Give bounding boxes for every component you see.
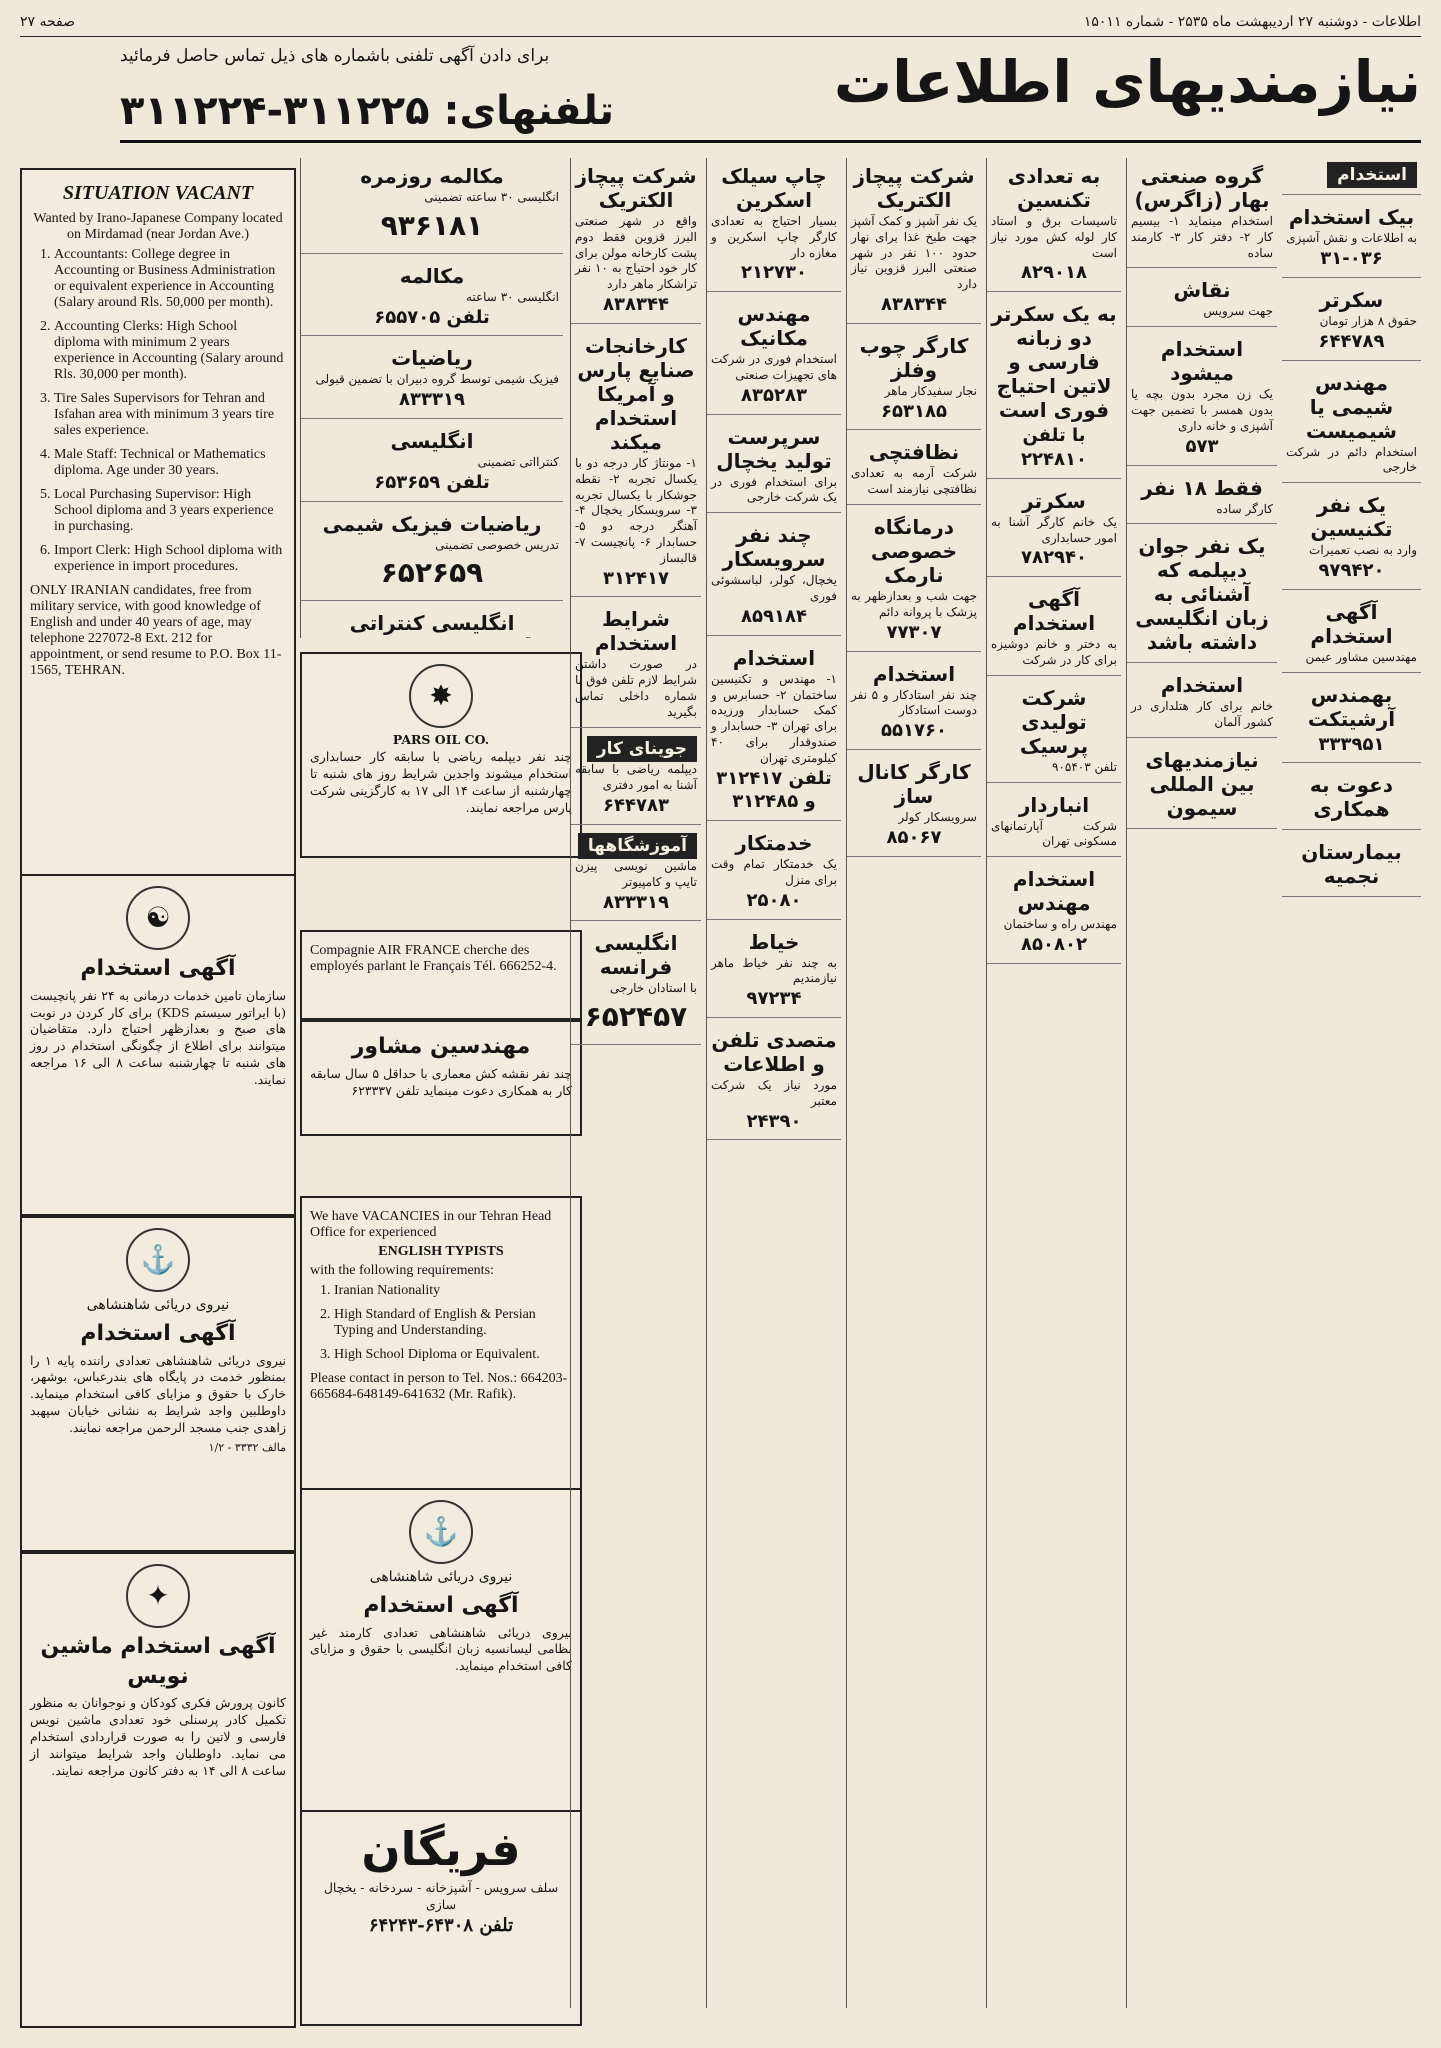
airfrance-text: Compagnie AIR FRANCE cherche des employés parlant le Français Tél. 666252-4. — [310, 943, 557, 974]
list-item: 4. Male Staff: Technical or Mathematics diploma. Age under 30 years. — [54, 447, 286, 479]
classified-ad — [1127, 667, 1277, 738]
classified-ad — [707, 825, 841, 919]
classified-ad — [1282, 487, 1421, 590]
ad-text: جهت سرویس — [1203, 304, 1273, 319]
situation-vacant-intro: Wanted by Irano-Japanese Company located on Mirdamad (near Jordan Ave.) — [33, 211, 283, 242]
ad-head: آگهی استخدام — [1012, 587, 1096, 636]
ad-text: وارد به نصب تعمیرات — [1309, 543, 1417, 558]
ad-head: استخدام — [732, 645, 816, 670]
ad-phone: ۷۸۲۹۴۰ — [1021, 547, 1087, 569]
frigan-logo: فریگان — [361, 1822, 521, 1876]
ad-head: انباردار — [1018, 792, 1090, 817]
navy2-title: آگهی استخدام — [363, 1592, 519, 1618]
ad-phone: ۶۴۴۷۸۹ — [1318, 330, 1385, 352]
classified-ad — [571, 328, 701, 598]
frigan-sub: سلف سرویس - آشپزخانه - سردخانه - یخچال سازی — [323, 1880, 559, 1912]
ad-head: آموزشگاهها — [578, 833, 697, 859]
section-tag: استخدام — [1327, 162, 1417, 188]
ad-head: خدمتکار — [735, 831, 813, 856]
ad-phone: ۶۴۴۷۸۳ — [603, 794, 669, 816]
classified-ad — [987, 581, 1121, 676]
parsoil-name: PARS OIL CO. — [392, 732, 490, 747]
consult-title: مهندسین مشاور — [351, 1034, 531, 1059]
ad-phone: ۶۵۲۶۵۹ — [380, 556, 484, 590]
navy2-box — [300, 1488, 582, 1814]
ad-head: به تعدادی تکنسین — [1007, 164, 1101, 212]
masthead-sub: برای دادن آگهی تلفنی باشماره های ذیل تماس حاصل فرمائید — [120, 46, 550, 66]
classified-ad — [987, 296, 1121, 479]
classified-ad — [1127, 272, 1277, 327]
ad-head: استخدام مهندس — [1012, 867, 1096, 916]
ad-text: به دختر و خانم دوشیزه برای کار در شرکت — [991, 637, 1117, 667]
ad-phone: ۲۵۰۸۰ — [746, 889, 802, 911]
typist-body: کانون پرورش فکری کودکان و نوجوانان به منظور تکمیل کادر پرسنلی خود تعدادی ماشین نویس فارسی و لاتین را به صورت قراردادی استخدام می نماید. داوطلبان واجد شرایط میتوانند از ساعت ۸ الی ۱۴ به دفتر کانون مراجعه نمایند. — [30, 1695, 286, 1778]
list-item: 1. Accountants: College degree in Accounting or Business Administration or equivalent experience in Accounting (Salary around Rls. 50,000 per month). — [54, 247, 286, 311]
vacancies-req: with the following requirements: — [310, 1263, 494, 1278]
ad-typist-box — [20, 1552, 296, 2028]
ad-text — [305, 637, 559, 638]
ad-text: یک نفر آشپز و کمک آشپز جهت طبخ غذا برای نهار حدود ۱۰۰ نفر در شهر صنعتی البرز قزوین نیاز دارد — [851, 214, 977, 292]
classified-ad — [301, 506, 563, 602]
ad-head: بهمندس آرشیتکت — [1307, 682, 1396, 731]
ad-head: جوینای کار — [587, 736, 697, 762]
ad-head: ریاضیات فیزیک شیمی — [322, 511, 542, 536]
classified-ad — [1127, 742, 1277, 829]
navy-anchor-icon: ⚓ — [126, 1228, 190, 1292]
ad-head: چاپ سیلک اسکرین — [721, 164, 827, 212]
list-item: 2. Accounting Clerks: High School diploma with minimum 2 years experience in Accounting (Salary around Rls. 30,000 per month). — [54, 319, 286, 383]
ad-text: مهندسین مشاور عیمن — [1305, 649, 1417, 664]
classified-ad — [1127, 470, 1277, 525]
ad-phone: ۲۴۳۹۰ — [746, 1110, 802, 1132]
ad-text: دیپلمه ریاضی با سابقه آشنا به امور دفتری — [575, 762, 697, 793]
vacancies-box — [300, 1196, 582, 1508]
classified-column — [706, 158, 841, 2008]
classified-ad — [707, 158, 841, 292]
classified-ad — [847, 158, 981, 324]
classified-ad — [707, 924, 841, 1018]
ad-phone: ۶۵۲۴۵۷ — [584, 1000, 688, 1034]
classified-ad — [847, 754, 981, 857]
ad-text: بسیار احتیاج به تعدادی کارگر چاپ اسکرین و مغازه دار — [711, 214, 837, 260]
list-item: 1. Iranian Nationality — [334, 1283, 572, 1299]
ad-phone: ۲۱۲۷۳۰ — [741, 262, 807, 284]
ad-text: تاسیسات برق و استاد کار لوله کش مورد نیاز است — [991, 214, 1117, 260]
classified-ad — [707, 296, 841, 414]
classified-ad — [301, 258, 563, 337]
ad-text: نجار سفیدکار ماهر — [884, 383, 977, 398]
classified-ad — [707, 1022, 841, 1140]
ad-phone: ۸۳۳۳۱۹ — [399, 389, 465, 411]
navy2-org: نیروی دریائی شاهنشاهی — [369, 1569, 513, 1585]
ad-text: به چند نفر خیاط ماهر نیازمندیم — [711, 955, 837, 986]
ad-head: کارخانجات صنایع پارس و آمریکا استخدام میکند — [577, 333, 695, 454]
ad-head: شرایط استخدام — [594, 607, 678, 656]
ad-head: گروه صنعتی بهار (زاگرس) — [1134, 164, 1270, 212]
ad-phone: ۸۵۹۱۸۴ — [741, 605, 807, 627]
ad-kds-title: آگهی استخدام — [80, 956, 236, 981]
ad-head: آگهی استخدام — [1310, 599, 1393, 648]
classified-ad — [1282, 834, 1421, 897]
ad-text: با استادان خارجی — [609, 981, 697, 996]
folio-left: صفحه ۲۷ — [20, 14, 76, 30]
list-item: 6. Import Clerk: High School diploma with experience in import procedures. — [54, 543, 286, 575]
ad-head: مهندس مکانیک — [737, 302, 811, 351]
situation-vacant-box — [20, 168, 296, 878]
classified-column — [300, 158, 563, 638]
classified-ad — [707, 640, 841, 821]
ad-head: انگلیسی فرانسه — [594, 931, 678, 980]
vacancies-contact: Please contact in person to Tel. Nos.: 664203-665684-648149-641632 (Mr. Rafik). — [310, 1371, 568, 1402]
ad-head: شرکت پیچاز الکتریک — [575, 164, 697, 212]
ad-head: سکرتر — [1022, 488, 1086, 513]
ad-text: سرویسکار کولر — [898, 809, 977, 824]
airfrance-box — [300, 930, 582, 1020]
ad-head: نظافتچی — [868, 440, 960, 465]
ad-text: ماشین نویسی پیزن تایپ و کامپیوتر — [575, 859, 697, 889]
ad-head: چند نفر سرویسکار — [722, 523, 826, 572]
classified-ad — [571, 925, 701, 1045]
frigan-box — [300, 1810, 582, 2026]
ad-text: جهت شب و بعدازظهر به پزشک با پروانه دائم — [851, 589, 977, 619]
ad-head: استخدام — [1160, 673, 1244, 698]
ad-text: استخدام فوری در شرکت های تجهیزات صنعتی — [711, 352, 837, 383]
ad-head: انگلیسی کنتراتی — [349, 611, 515, 636]
ad-head: بیمارستان نجمیه — [1301, 840, 1402, 889]
ad-head: مکالمه روزمره — [360, 164, 504, 188]
ad-head: خیاط — [748, 929, 800, 954]
ad-head: یک نفر تکنیسین — [1310, 493, 1393, 542]
kanoon-logo-icon: ✦ — [126, 1564, 190, 1628]
ad-head: ریاضیات — [391, 346, 473, 371]
ad-phone: ۷۷۳۰۷ — [886, 621, 942, 643]
consult-body: چند نفر نقشه کش معماری با حداقل ۵ سال سابقه کار به همکاری دعوت مینماید تلفن ۶۲۳۳۳۷ — [310, 1065, 572, 1098]
classified-ad — [1282, 365, 1421, 484]
ad-text: استخدام دائم در شرکت خارجی — [1286, 444, 1417, 475]
organization-emblem-icon: ☯ — [126, 886, 190, 950]
classified-ad — [1282, 594, 1421, 673]
classified-ad — [1282, 158, 1421, 195]
classified-ad — [1282, 199, 1421, 278]
ad-text: به اطلاعات و نقش آشپزی — [1286, 231, 1417, 246]
ad-text: تدریس خصوصی تضمینی — [435, 537, 559, 552]
classified-column — [1282, 158, 1421, 2008]
masthead-rule — [120, 140, 1421, 143]
vacancies-sub: ENGLISH TYPISTS — [378, 1244, 504, 1259]
ad-phone: ۹۳۶۱۸۱ — [380, 208, 484, 242]
ad-head: نیازمندیهای بین المللی سیمون — [1145, 748, 1259, 821]
classified-ad — [571, 829, 701, 922]
ad-text: مهندس راه و ساختمان — [1003, 917, 1117, 932]
navy-anchor-icon: ⚓ — [409, 1500, 473, 1564]
ad-text: شرکت آرمه به تعدادی نظافتچی نیازمند است — [851, 466, 977, 497]
ad-head: سرپرست تولید یخچال — [716, 424, 832, 473]
ad-phone: ۸۳۸۳۴۴ — [881, 294, 947, 316]
vacancies-list — [334, 1283, 572, 1363]
classified-ad — [987, 861, 1121, 964]
ad-phone: ۳۳۳۹۵۱ — [1318, 733, 1385, 755]
classified-column — [986, 158, 1121, 2008]
ad-phone: ۳۱۲۴۱۷ — [603, 567, 669, 589]
ad-phone: ۸۳۸۳۴۴ — [603, 294, 669, 316]
ad-text: کارگر ساده — [1216, 501, 1273, 516]
ad-phone: ۳۱-۰۳۶ — [1320, 248, 1383, 270]
ad-text: فیزیک شیمی توسط گروه دبیران با تضمین قبولی — [315, 372, 559, 387]
classified-ad — [847, 434, 981, 505]
classified-ad — [987, 483, 1121, 577]
classified-ad — [847, 509, 981, 651]
ad-head: مکالمه — [399, 263, 465, 288]
navy-title: آگهی استخدام — [80, 1320, 236, 1346]
ad-phone: با تلفن ۲۲۴۸۱۰ — [1021, 425, 1087, 470]
ad-text: یک خدمتکار تمام وقت برای منزل — [711, 857, 837, 887]
classified-ad — [1127, 331, 1277, 465]
ad-head: فقط ۱۸ نفر — [1141, 475, 1263, 500]
ad-text: حقوق ۸ هزار تومان — [1319, 314, 1417, 329]
parsoil-body: چند نفر دیپلمه ریاضی با سابقه کار حسابداری استخدام میشوند واجدین شرایط روز های شنبه تا چهارشنبه از ساعت ۱۴ الی ۱۷ به کارگزینی شرکت پارس مراجعه نمایند. — [310, 748, 572, 815]
classified-ad — [301, 158, 563, 254]
navy-code: مالف ۳۳۳۲ - ۱/۲ — [208, 1440, 286, 1454]
classified-ad — [571, 601, 701, 727]
classified-ad — [1282, 677, 1421, 764]
ad-head: یک نفر جوان دیپلمه که آشنائی به زبان انگلیسی داشته باشد — [1135, 534, 1269, 655]
ad-text: ۱- مهندس و تکنیسین ساختمان ۲- حسابرس و کمک حسابدار ورزیده برای تهران ۳- حسابدار و صندوقدار برای ۴۰ کیلومتری تهران — [711, 671, 837, 765]
ad-head: کارگر چوب وفلز — [859, 333, 969, 382]
ad-head: استخدام — [872, 661, 956, 686]
ad-head: شرکت پیچاز الکتریک — [853, 164, 975, 212]
ad-text: خانم برای کار هتلداری در کشور آلمان — [1131, 699, 1273, 730]
typist-title: آگهی استخدام ماشین نویس — [40, 1634, 276, 1689]
classified-column — [846, 158, 981, 2008]
folio — [20, 14, 1421, 37]
classified-ad — [987, 787, 1121, 858]
classified-column — [1126, 158, 1277, 2008]
ad-text: شرکت آپارتمانهای مسکونی تهران — [991, 818, 1117, 849]
ad-head: انگلیسی — [390, 428, 474, 453]
ad-text: یخچال، کولر، لباسشوئی فوری — [711, 573, 837, 604]
vacancies-title: We have VACANCIES in our Tehran Head Office for experienced — [310, 1209, 552, 1240]
classified-ad — [571, 158, 701, 324]
ad-text: یک زن مجرد بدون بچه یا بدون همسر با تضمین جهت آشپزی و خانه داری — [1131, 387, 1273, 433]
ad-head: استخدام میشود — [1160, 337, 1244, 386]
parsoil-box — [300, 652, 582, 858]
classified-column — [570, 158, 701, 2008]
classified-ad — [847, 656, 981, 750]
ad-text: انگلیسی ۳۰ ساعته تضمینی — [424, 190, 559, 204]
phones-label: تلفنهای: — [443, 88, 615, 134]
ad-text: چند نفر استادکار و ۵ نفر دوست استادکار — [851, 687, 977, 718]
classified-ad — [571, 732, 701, 825]
ad-head: نقاش — [1173, 278, 1231, 303]
classified-ad — [987, 680, 1121, 783]
classified-ad — [1127, 158, 1277, 268]
classified-ad — [301, 423, 563, 502]
ad-head: دعوت به همکاری — [1309, 773, 1394, 822]
navy2-body: نیروی دریائی شاهنشاهی تعدادی کارمند غیر نظامی لیسانسیه زبان انگلیسی با حقوق و مزایای کافی استخدام مینماید. — [310, 1624, 572, 1674]
ad-head: متصدی تلفن و اطلاعات — [711, 1027, 837, 1076]
ad-text: واقع در شهر صنعتی البرز قزوین فقط دوم پشت کارخانه مولن برای کار خود احتیاج به ۱۰ نفر تراشکار ماهر دارد — [575, 214, 697, 292]
ad-phone: تلفن ۶۵۳۶۵۹ — [374, 471, 490, 493]
parsoil-logo-icon: ✸ — [409, 664, 473, 728]
classified-ad — [1282, 282, 1421, 361]
ad-text: در صورت داشتن شرایط لازم تلفن فوق با شماره داخلی تماس بگیرید — [575, 657, 697, 719]
classified-ad — [987, 158, 1121, 292]
consult-box — [300, 1020, 582, 1136]
situation-vacant-footer: ONLY IRANIAN candidates, free from military service, with good knowledge of English and under 40 years of age, may telephone 227072-8 Ext. 212 for appointment, or send resume to P.O. Box 11-1565, TEHRAN. — [30, 583, 282, 678]
list-item: 2. High Standard of English & Persian Typing and Understanding. — [334, 1307, 572, 1339]
list-item: 5. Local Purchasing Supervisor: High School diploma and 3 years experience in purchasing. — [54, 487, 286, 535]
classified-ad — [1282, 767, 1421, 830]
ad-kds-body: سازمان تامین خدمات درمانی به ۲۴ نفر پانچیست (با ایراتور سیستم KDS) برای کار کردن در نوبت های صبح و بعدازظهر احتیاج دارد. متقاضیان میتوانند برای اطلاع از چگونگی استخدام در روز های شنبه تا چهارشنبه ساعت ۸ الی ۱۶ مراجعه نمایند. — [30, 987, 286, 1088]
ad-text: برای استخدام فوری در یک شرکت خارجی — [711, 474, 837, 505]
ad-phone: تلفن ۶۵۵۷۰۵ — [374, 306, 490, 328]
ad-head: درمانگاه خصوصی نارمک — [870, 515, 958, 588]
ad-head: سکرتر — [1319, 288, 1384, 313]
classified-ad — [707, 517, 841, 635]
ad-phone: ۵۷۳ — [1185, 435, 1219, 457]
classified-ad — [707, 419, 841, 514]
list-item: 3. High School Diploma or Equivalent. — [334, 1347, 572, 1363]
ad-phone: ۸۵۰۸۰۲ — [1021, 934, 1087, 956]
ad-phone: ۶۵۳۱۸۵ — [881, 400, 947, 422]
ad-phone: ۹۷۲۳۴ — [746, 988, 802, 1010]
ad-phone: ۵۵۱۷۶۰ — [881, 720, 947, 742]
ad-text: ۱- مونتاژ کار درجه دو با یکسال تجربه ۲- نقطه جوشکار با یکسال تجربه ۳- سرویسکار یخچال ۴- آهنگر درجه دو ۵- حسابدار ۶- پانچیست ۷- قالبساز — [575, 455, 697, 565]
classified-ad — [1127, 528, 1277, 663]
phones-numbers: ۳۱۱۲۲۵-۳۱۱۲۲۴ — [120, 88, 430, 134]
masthead-phones — [120, 88, 614, 134]
ad-kds-box — [20, 874, 296, 1216]
ad-phone: ۹۷۹۴۲۰ — [1318, 560, 1385, 582]
masthead — [120, 42, 1421, 142]
ad-text: انگلیسی ۳۰ ساعته — [465, 289, 559, 304]
folio-right: اطلاعات - دوشنبه ۲۷ اردیبهشت ماه ۲۵۳۵ - شماره ۱۵۰۱۱ — [1083, 14, 1421, 30]
ad-text: استخدام مینماید ۱- بیسیم کار ۲- دفتر کار ۳- کارمند ساده — [1131, 214, 1274, 260]
navy-org: نیروی دریائی شاهنشاهی — [86, 1297, 230, 1313]
ad-phone: تلفن ۳۱۲۴۱۷ و ۳۱۲۴۸۵ — [716, 767, 832, 813]
ad-text: مورد نیاز یک شرکت معتبر — [711, 1077, 837, 1108]
classified-ad — [301, 340, 563, 419]
ad-head: به یک سکرتر دو زبانه فارسی و لاتین احتیاج فوری است — [991, 302, 1117, 423]
ad-text: کنترااتی تضمینی — [477, 454, 559, 469]
ad-phone: ۸۵۰۶۷ — [886, 826, 942, 848]
classified-ad — [301, 605, 563, 638]
ad-head: بیک استخدام — [1288, 205, 1415, 230]
ad-head: کارگر کانال ساز — [857, 759, 971, 808]
frigan-phone: تلفن ۶۴۳۰۸-۶۴۲۴۳ — [368, 1914, 514, 1936]
ad-phone: ۸۲۹۰۱۸ — [1021, 262, 1087, 284]
masthead-title: نیازمندیهای اطلاعات — [833, 48, 1421, 116]
ad-text: یک خانم کارگر آشنا به امور حسابداری — [991, 514, 1117, 545]
ad-text: تلفن ۹۰۵۴۰۳ — [1051, 759, 1117, 774]
ad-navy-box — [20, 1216, 296, 1552]
ad-phone: ۸۳۳۳۱۹ — [603, 891, 669, 913]
situation-vacant-list — [54, 247, 286, 575]
list-item: 3. Tire Sales Supervisors for Tehran and Isfahan area with minimum 3 years tire sales experience. — [54, 391, 286, 439]
ad-head: مهندس شیمی یا شیمیست — [1306, 370, 1397, 443]
ad-head: شرکت تولیدی پرسیک — [1019, 685, 1089, 758]
classified-ad — [847, 328, 981, 431]
ad-phone: ۸۳۵۲۸۳ — [741, 384, 807, 406]
navy-body: نیروی دریائی شاهنشاهی تعدادی راننده پایه ۱ را بمنظور خدمت در پایگاه های بندرعباس، بوشهر، خارک با حقوق و مزایای کافی استخدام مینماید. داوطلبین واجد شرایط به نشانی خیابان سپهبد زاهدی جنب مسجد الرحمن مراجعه نمایند. — [30, 1352, 286, 1436]
situation-vacant-title: SITUATION VACANT — [62, 182, 254, 204]
